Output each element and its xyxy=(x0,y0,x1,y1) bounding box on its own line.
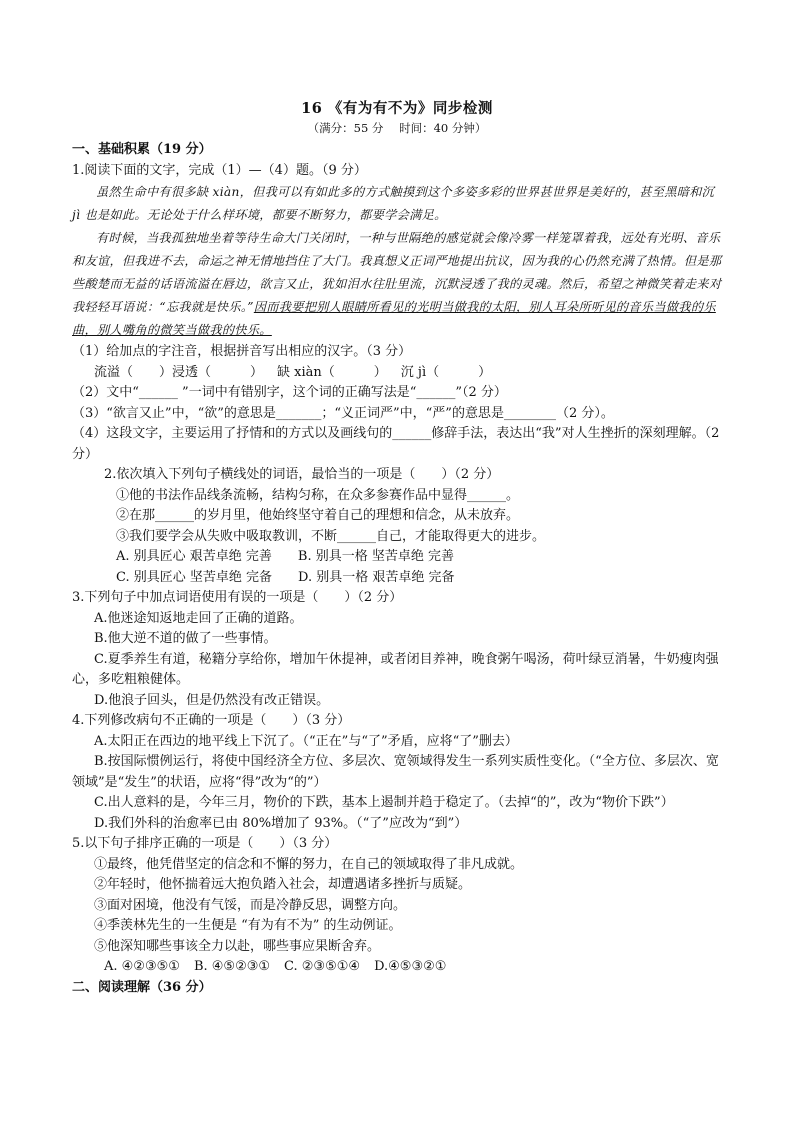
option-d: D. 别具一格 艰苦卓绝 完备 xyxy=(298,569,455,585)
question-2-sentence-1: ①他的书法作品线条流畅，结构匀称，在众多参赛作品中显得______。 xyxy=(116,487,520,503)
pinyin-item: 流溢（ ） xyxy=(94,364,173,380)
option-c: C. ②③⑤①④ xyxy=(284,959,361,974)
question-5-options xyxy=(72,957,724,978)
question-4-option-a: A.太阳正在西边的地平线上下沉了。（“正在”与“了”矛盾，应将“了”删去） xyxy=(94,733,518,749)
question-2-options-row-1 xyxy=(72,547,724,568)
option-d: D.④⑤③②① xyxy=(374,959,447,974)
question-5-sentence-5: ⑤他深知哪些事该全力以赴，哪些事应果断舍弃。 xyxy=(94,938,381,954)
question-4-option-b: B.按国际惯例运行，将使中国经济全方位、多层次、宽领域得发生一系列实质性变化。（“全方位、多层次、宽领域”是“发生”的状语，应将“得”改为“的”） xyxy=(72,754,719,790)
question-2-sentence-2: ②在那______的岁月里，他始终坚守着自己的理想和信念，从未放弃。 xyxy=(116,508,520,523)
option-c: C. 别具匠心 坚苦卓绝 完备 xyxy=(116,569,273,585)
question-3-stem: 3.下列句子中加点词语使用有误的一项是（ ）（2 分） xyxy=(72,590,403,605)
section-heading-2: 二、阅读理解（36 分） xyxy=(72,979,212,995)
option-b: B. 别具一格 坚苦卓绝 完善 xyxy=(297,549,455,564)
question-4-option-c: C.出人意料的是，今年三月，物价的下跌，基本上遏制并趋于稳定了。（去掉“的”，改为“物价下跌”） xyxy=(94,795,674,810)
pinyin-item: 浸透（ ） xyxy=(172,364,264,380)
question-2-options-row-2 xyxy=(72,568,724,589)
question-5-sentence-1: ①最终，他凭借坚定的信念和不懈的努力，在自己的领域取得了非凡成就。 xyxy=(94,856,524,872)
question-5-sentence-4: ④季羡林先生的一生便是 “有为有不为” 的生动例证。 xyxy=(94,918,402,933)
pinyin-item: 沉 jì（ ） xyxy=(400,364,492,380)
section-heading-1: 一、基础积累（19 分） xyxy=(72,142,212,157)
question-3-option-d: D.他浪子回头，但是仍然没有改正错误。 xyxy=(94,692,330,708)
underlined-sentence: 因而我要把别人眼睛所看见的光明当做我的太阳，别人耳朵所听见的音乐当做我的乐曲，别人嘴角的微笑当做我的快乐。 xyxy=(72,300,716,337)
passage-paragraph-2-text: 有时候，当我孤独地坐着等待生命大门关闭时，一种与世隔绝的感觉就会像冷雾一样笼罩着我，远处有光明、音乐和友谊，但我进不去，命运之神无情地挡住了大门。我真想义正词严地提出抗议，因为我的心仍然充满了热情。但是那些酸楚而无益的话语流溢在唇边，欲言又止，犹如泪水往肚里流，沉默浸透了我的灵魂。然后，希望之神微笑着走来对我轻轻耳语说：“忘我就是快乐。” xyxy=(72,231,722,314)
option-a: A. 别具匠心 艰苦卓绝 完善 xyxy=(116,549,272,564)
question-1-sub-1: （1）给加点的字注音，根据拼音写出相应的汉字。（3 分） xyxy=(72,344,412,359)
score-info: （满分：55 分 xyxy=(307,121,384,135)
page-subtitle xyxy=(0,120,794,136)
time-info: 时间：40 分钟） xyxy=(399,121,487,135)
question-1-sub-4: （4）这段文字，主要运用了抒情和的方式以及画线句的______修辞手法，表达出“我”对人生挫折的深刻理解。（2 分） xyxy=(72,426,720,462)
option-b: B. ④⑤②③① xyxy=(193,959,271,974)
option-a: A. ④②③⑤① xyxy=(104,959,180,974)
question-2-sentence-3: ③我们要学会从失败中吸取教训，不断______自己，才能取得更大的进步。 xyxy=(116,528,546,544)
question-1-sub-2: （2）文中“______ ”一词中有错别字，这个词的正确写法是“______”（2 分） xyxy=(72,385,507,400)
question-5-stem: 5.以下句子排序正确的一项是（ ）（3 分） xyxy=(72,836,338,851)
question-3-option-c: C.夏季养生有道，秘籍分享给你，增加午休提神，或者闭目养神，晚食粥午喝汤，荷叶绿豆消暑，牛奶瘦肉强心，多吃粗粮健体。 xyxy=(72,651,719,687)
question-1-sub-3: （3）“欲言又止”中，“欲”的意思是_______；“义正词严”中，“严”的意思是________（2 分）。 xyxy=(72,405,614,421)
question-4-option-d: D.我们外科的治愈率已由 80%增加了 93%。（“了”应改为“到”） xyxy=(94,815,468,831)
passage-paragraph-2 xyxy=(72,227,724,342)
question-4-stem: 4.下列修改病句不正确的一项是（ ）（3 分） xyxy=(72,713,351,728)
question-3-option-b: B.他大逆不道的做了一些事情。 xyxy=(94,631,277,646)
passage-paragraph-1: 虽然生命中有很多缺 xiàn，但我可以有如此多的方式触摸到这个多姿多彩的世界甚世界是美好的，甚至黑暗和沉 jì 也是如此。无论处于什么样环境，都要不断努力，都要学会满足。 xyxy=(72,185,715,222)
question-3-option-a: A.他迷途知返地走回了正确的道路。 xyxy=(94,610,303,626)
document-content xyxy=(72,140,724,998)
question-1-stem: 1.阅读下面的文字，完成（1）—（4）题。（9 分） xyxy=(72,162,367,178)
pinyin-items xyxy=(72,363,724,384)
question-2-stem: 2.依次填入下列句子横线处的词语，最恰当的一项是（ ）（2 分） xyxy=(104,467,500,482)
page-title: 16 《有为有不为》同步检测 xyxy=(301,100,493,117)
question-5-sentence-3: ③面对困境，他没有气馁，而是冷静反思，调整方向。 xyxy=(94,897,407,913)
pinyin-item: 缺 xiàn（ ） xyxy=(277,364,387,380)
question-5-sentence-2: ②年轻时，他怀揣着远大抱负踏入社会，却遭遇诸多挫折与质疑。 xyxy=(94,877,472,892)
